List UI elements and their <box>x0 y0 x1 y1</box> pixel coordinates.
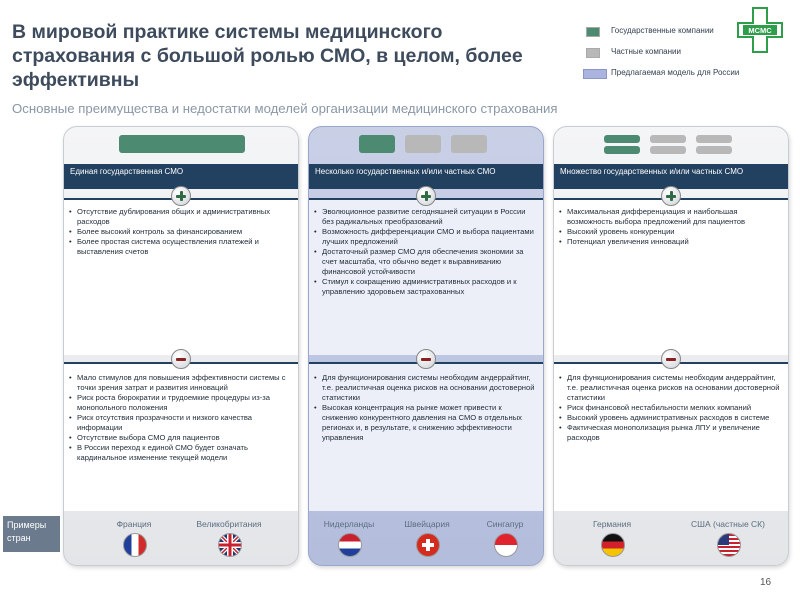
country-usa <box>688 519 768 529</box>
country-name: США (частные СК) <box>691 519 765 529</box>
column-header: Множество государственных и/или частных СМО <box>554 164 788 189</box>
con-item: • Риск роста бюрократии и трудоемкие процедуры из-за монопольного положения <box>68 393 290 413</box>
con-item: • Высокая концентрация на рынке может привести к снижению конкурентного давления на СМО в отдельных регионах и, в результате, к снижению эффективности управления <box>313 403 535 443</box>
con-item: • Фактическая монополизация рынка ЛПУ и увеличение расходов <box>558 423 780 443</box>
cons-section <box>64 363 298 511</box>
private-company-tab <box>650 135 686 143</box>
singapore-flag-icon <box>494 533 518 557</box>
country-switzerland <box>387 519 467 529</box>
column-header: Единая государственная СМО <box>64 164 298 189</box>
page-subtitle: Основные преимущества и недостатки моделей организации медицинского страхования <box>12 101 558 116</box>
country-examples <box>64 519 298 559</box>
pro-item: • Отсутствие дублирования общих и административных расходов <box>68 207 290 227</box>
legend-swatch-private <box>586 48 600 58</box>
column-tabs <box>64 135 298 153</box>
column-tabs <box>554 135 788 153</box>
con-item: • Риск финансовой нестабильности мелких компаний <box>558 403 780 413</box>
switzerland-flag-icon <box>416 533 440 557</box>
private-company-tab <box>405 135 441 153</box>
minus-icon <box>661 349 681 369</box>
pros-section <box>554 199 788 355</box>
column-header: Несколько государственных и/или частных СМО <box>309 164 543 189</box>
private-company-tab <box>650 146 686 154</box>
con-item: • Отсутствие выбора СМО для пациентов <box>68 433 290 443</box>
country-name: Нидерланды <box>323 519 375 529</box>
model-column-many <box>553 126 789 566</box>
con-item: • Для функционирования системы необходим андеррайтинг, т.е. реалистичная оценка рисков на основании достоверной статистики <box>558 373 780 403</box>
pro-item: • Эволюционное развитие сегодняшней ситуации в России без радикальных преобразований <box>313 207 535 227</box>
private-company-tab <box>451 135 487 153</box>
con-item: • Риск отсутствия прозрачности и низкого качества информации <box>68 413 290 433</box>
country-examples-label: Примеры стран <box>3 516 60 552</box>
plus-icon <box>416 186 436 206</box>
germany-flag-icon <box>601 533 625 557</box>
plus-icon <box>171 186 191 206</box>
legend-swatch-state <box>586 27 600 37</box>
private-company-tab <box>696 146 732 154</box>
legend-label: Частные компании <box>611 47 681 56</box>
usa-flag-icon <box>717 533 741 557</box>
netherlands-flag-icon <box>338 533 362 557</box>
legend-swatch-proposed <box>583 69 607 79</box>
country-name: Германия <box>592 519 632 529</box>
pros-section <box>309 199 543 355</box>
con-item: • Высокий уровень административных расходов в системе <box>558 413 780 423</box>
con-item: • В России переход к единой СМО будет означать кардинальное изменение текущей модели <box>68 443 290 463</box>
country-name: Швейцария <box>404 519 450 529</box>
medical-cross-logo <box>737 7 783 53</box>
page-title: В мировой практике системы медицинского страхования с большой ролью СМО, в целом, более эффективны <box>12 21 523 91</box>
model-column-several <box>308 126 544 566</box>
france-flag-icon <box>123 533 147 557</box>
pro-item: • Максимальная дифференциация и наибольшая возможность выбора предложений для пациентов <box>558 207 780 227</box>
pro-item: • Потенциал увеличения инноваций <box>558 237 780 247</box>
country-uk <box>189 519 269 529</box>
country-name: Великобритания <box>196 519 262 529</box>
country-name: Франция <box>116 519 152 529</box>
country-examples <box>309 519 543 559</box>
legend-label: Предлагаемая модель для России <box>611 68 740 77</box>
private-company-tab <box>696 135 732 143</box>
country-germany <box>572 519 652 529</box>
state-company-tab <box>604 146 640 154</box>
state-company-tab <box>604 135 640 143</box>
country-examples <box>554 519 788 559</box>
pro-item: • Достаточный размер СМО для обеспечения экономии за счет масштаба, что обычно ведет к выравниванию финансовой устойчивости <box>313 247 535 277</box>
model-column-single <box>63 126 299 566</box>
pro-item: • Стимул к сокращению административных расходов и к управлению здоровьем застрахованных <box>313 277 535 297</box>
country-singapore <box>465 519 545 529</box>
minus-icon <box>416 349 436 369</box>
uk-flag-icon <box>218 533 242 557</box>
pros-section <box>64 199 298 355</box>
pro-item: • Более простая система осуществления платежей и выставления счетов <box>68 237 290 257</box>
state-company-tab <box>119 135 245 153</box>
con-item: • Для функционирования системы необходим андеррайтинг, т.е. реалистичная оценка рисков на основании достоверной статистики <box>313 373 535 403</box>
cons-section <box>554 363 788 511</box>
column-tabs <box>309 135 543 153</box>
legend-label: Государственные компании <box>611 26 714 35</box>
page-number: 16 <box>760 577 772 588</box>
pro-item: • Более высокий контроль за финансированием <box>68 227 290 237</box>
pro-item: • Высокий уровень конкуренции <box>558 227 780 237</box>
cons-section <box>309 363 543 511</box>
con-item: • Мало стимулов для повышения эффективности системы с точки зрения затрат и развития инноваций <box>68 373 290 393</box>
minus-icon <box>171 349 191 369</box>
logo-text: МСМС <box>748 26 772 35</box>
country-name: Сингапур <box>486 519 524 529</box>
plus-icon <box>661 186 681 206</box>
country-netherlands <box>309 519 389 529</box>
pro-item: • Возможность дифференциации СМО и выбора пациентами лучших предложений <box>313 227 535 247</box>
country-france <box>94 519 174 529</box>
state-company-tab <box>359 135 395 153</box>
